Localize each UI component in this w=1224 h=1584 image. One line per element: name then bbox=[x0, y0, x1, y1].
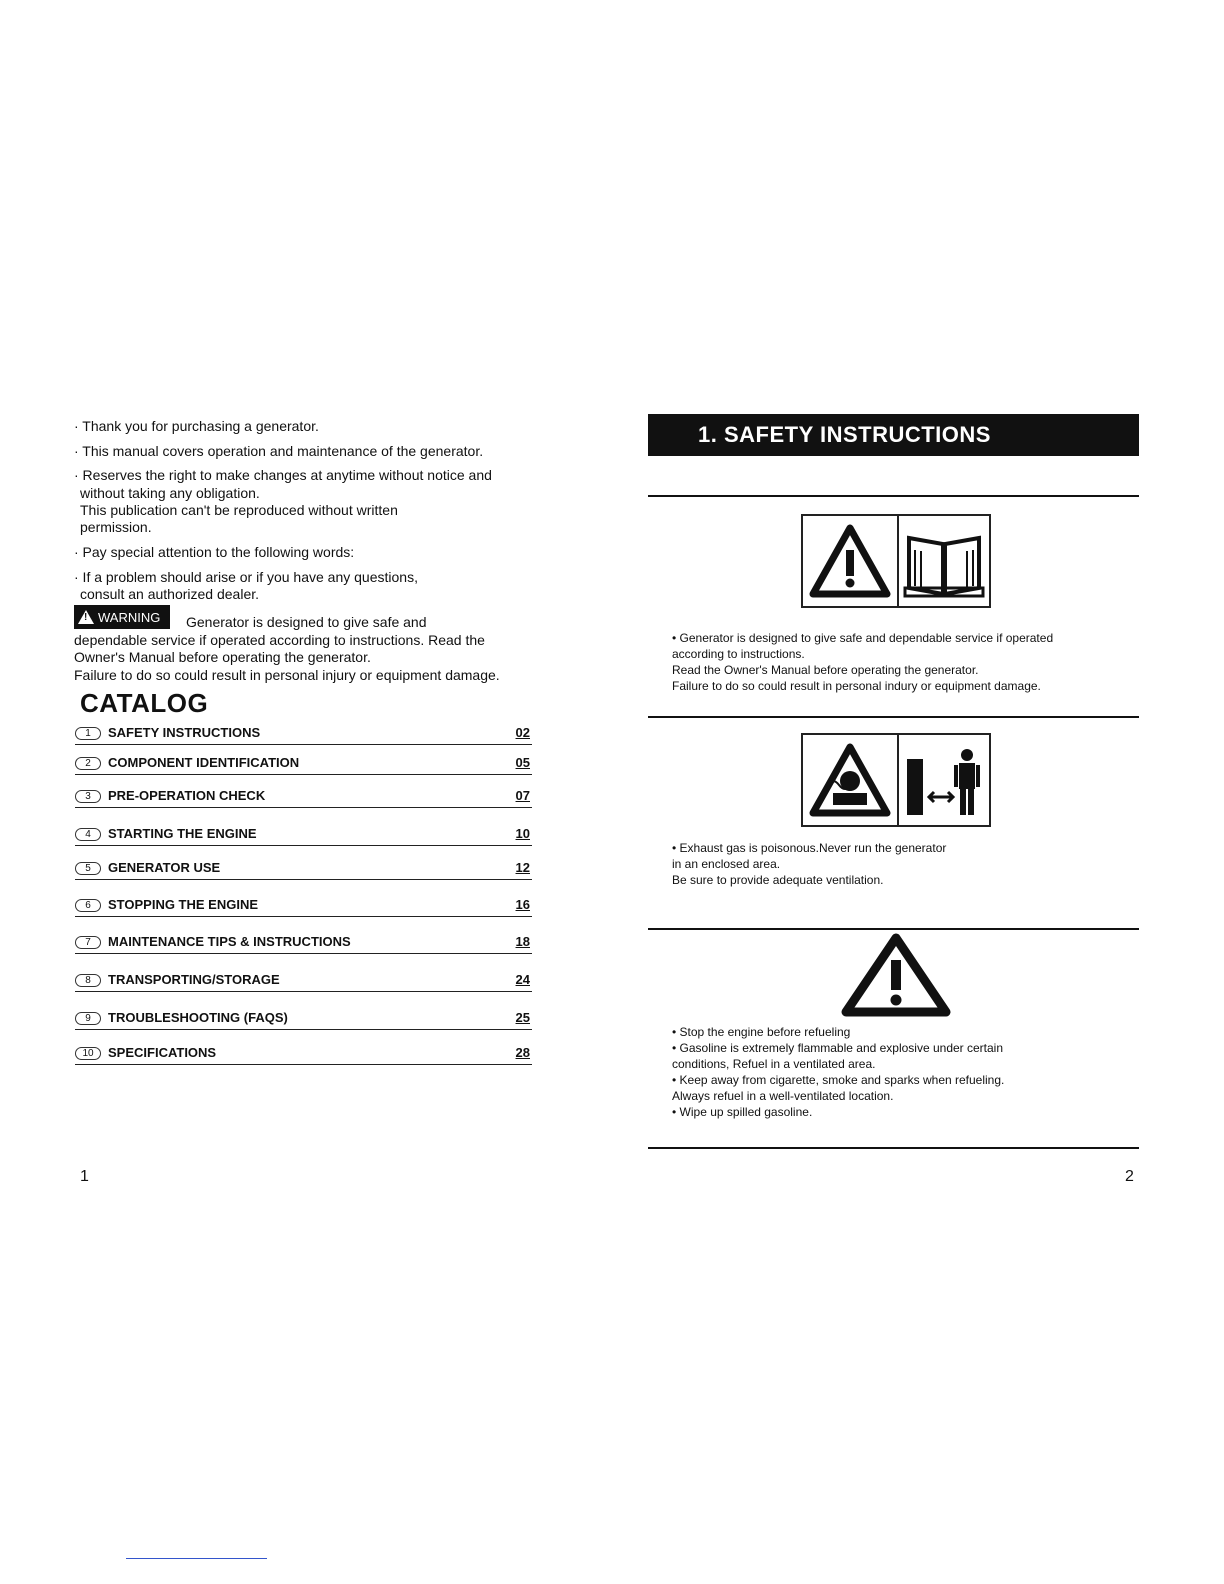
safety-text: • Generator is designed to give safe and dependable service if operated bbox=[672, 631, 1054, 645]
toc-label: SPECIFICATIONS bbox=[108, 1045, 217, 1060]
toc-number: 2 bbox=[75, 757, 101, 770]
toc-label: MAINTENANCE TIPS & INSTRUCTIONS bbox=[108, 934, 351, 949]
toc-row[interactable] bbox=[75, 1044, 532, 1065]
toc-page: 25 bbox=[515, 1010, 530, 1025]
intro-line: without taking any obligation. bbox=[80, 485, 260, 501]
toc-number: 10 bbox=[75, 1047, 101, 1060]
safety-text: • Gasoline is extremely flammable and explosive under certain bbox=[672, 1041, 1004, 1055]
divider bbox=[648, 716, 1139, 718]
intro-line: · Pay special attention to the following words: bbox=[74, 544, 355, 560]
toc-label: PRE-OPERATION CHECK bbox=[108, 788, 266, 803]
toc-page: 12 bbox=[515, 860, 530, 875]
safety-text: conditions, Refuel in a ventilated area. bbox=[672, 1057, 876, 1071]
catalog-title: CATALOG bbox=[80, 688, 209, 718]
read-manual-pictogram bbox=[801, 514, 991, 608]
toc-number: 4 bbox=[75, 828, 101, 841]
section-title bbox=[648, 414, 1139, 456]
toc-row[interactable] bbox=[75, 1009, 532, 1030]
warning-badge bbox=[74, 605, 170, 629]
toc-page: 02 bbox=[515, 725, 530, 740]
intro-line: permission. bbox=[80, 519, 152, 535]
toc-row[interactable] bbox=[75, 787, 532, 808]
intro-line: · Reserves the right to make changes at anytime without notice and bbox=[74, 467, 492, 483]
divider bbox=[648, 495, 1139, 497]
exhaust-warning-icon bbox=[803, 735, 899, 825]
toc-row[interactable] bbox=[75, 724, 532, 745]
toc-row[interactable] bbox=[75, 971, 532, 992]
toc-row[interactable] bbox=[75, 933, 532, 954]
toc-label: COMPONENT IDENTIFICATION bbox=[108, 755, 300, 770]
safety-text: • Stop the engine before refueling bbox=[672, 1025, 851, 1039]
warning-text: Failure to do so could result in personal injury or equipment damage. bbox=[74, 667, 500, 683]
toc-number: 9 bbox=[75, 1012, 101, 1025]
intro-line: · This manual covers operation and maintenance of the generator. bbox=[74, 443, 484, 459]
toc-page: 07 bbox=[515, 788, 530, 803]
toc-number: 3 bbox=[75, 790, 101, 803]
toc-number: 7 bbox=[75, 936, 101, 949]
safety-text: • Keep away from cigarette, smoke and sparks when refueling. bbox=[672, 1073, 1005, 1087]
toc-number: 6 bbox=[75, 899, 101, 912]
toc-number: 8 bbox=[75, 974, 101, 987]
warning-text: Owner's Manual before operating the generator. bbox=[74, 649, 371, 665]
toc-label: STARTING THE ENGINE bbox=[108, 826, 257, 841]
intro-line: This publication can't be reproduced without written bbox=[80, 502, 398, 518]
toc-page: 10 bbox=[515, 826, 530, 841]
safety-text: Read the Owner's Manual before operating the generator. bbox=[672, 663, 979, 677]
page-number: 1 bbox=[80, 1168, 89, 1185]
safety-text: • Exhaust gas is poisonous.Never run the generator bbox=[672, 841, 947, 855]
intro-line: · If a problem should arise or if you have any questions, bbox=[74, 569, 418, 585]
warning-triangle-icon bbox=[803, 516, 899, 606]
toc-label: SAFETY INSTRUCTIONS bbox=[108, 725, 261, 740]
warning-text: dependable service if operated according to instructions. Read the bbox=[74, 632, 485, 648]
section-title-text: 1. SAFETY INSTRUCTIONS bbox=[698, 422, 991, 447]
safety-text: according to instructions. bbox=[672, 647, 805, 661]
toc-row[interactable] bbox=[75, 825, 532, 846]
toc-row[interactable] bbox=[75, 754, 532, 775]
toc-label: TRANSPORTING/STORAGE bbox=[108, 972, 280, 987]
warning-triangle-icon bbox=[838, 930, 954, 1018]
safety-text: • Wipe up spilled gasoline. bbox=[672, 1105, 813, 1119]
toc-label: STOPPING THE ENGINE bbox=[108, 897, 259, 912]
warning-label: WARNING bbox=[98, 609, 161, 625]
safety-text: Be sure to provide adequate ventilation. bbox=[672, 873, 884, 887]
page-number: 2 bbox=[1125, 1168, 1134, 1185]
warning-icon bbox=[78, 610, 94, 624]
toc-label: GENERATOR USE bbox=[108, 860, 221, 875]
toc-page: 18 bbox=[515, 934, 530, 949]
exhaust-pictogram bbox=[801, 733, 991, 827]
safety-text: Always refuel in a well-ventilated location. bbox=[672, 1089, 894, 1103]
toc-page: 16 bbox=[515, 897, 530, 912]
divider bbox=[648, 1147, 1139, 1149]
intro-line: · Thank you for purchasing a generator. bbox=[74, 418, 319, 434]
safety-text: in an enclosed area. bbox=[672, 857, 781, 871]
toc-page: 24 bbox=[515, 972, 530, 987]
toc-row[interactable] bbox=[75, 896, 532, 917]
toc-label: TROUBLESHOOTING (FAQS) bbox=[108, 1010, 288, 1025]
book-icon bbox=[899, 516, 989, 606]
toc-number: 1 bbox=[75, 727, 101, 740]
toc-page: 28 bbox=[515, 1045, 530, 1060]
intro-line: consult an authorized dealer. bbox=[80, 586, 260, 602]
warning-text: Generator is designed to give safe and bbox=[186, 614, 427, 630]
toc-row[interactable] bbox=[75, 859, 532, 880]
toc-page: 05 bbox=[515, 755, 530, 770]
toc-number: 5 bbox=[75, 862, 101, 875]
footer-line bbox=[126, 1558, 267, 1559]
ventilation-distance-icon bbox=[899, 735, 989, 825]
safety-text: Failure to do so could result in personal indury or equipment damage. bbox=[672, 679, 1041, 693]
